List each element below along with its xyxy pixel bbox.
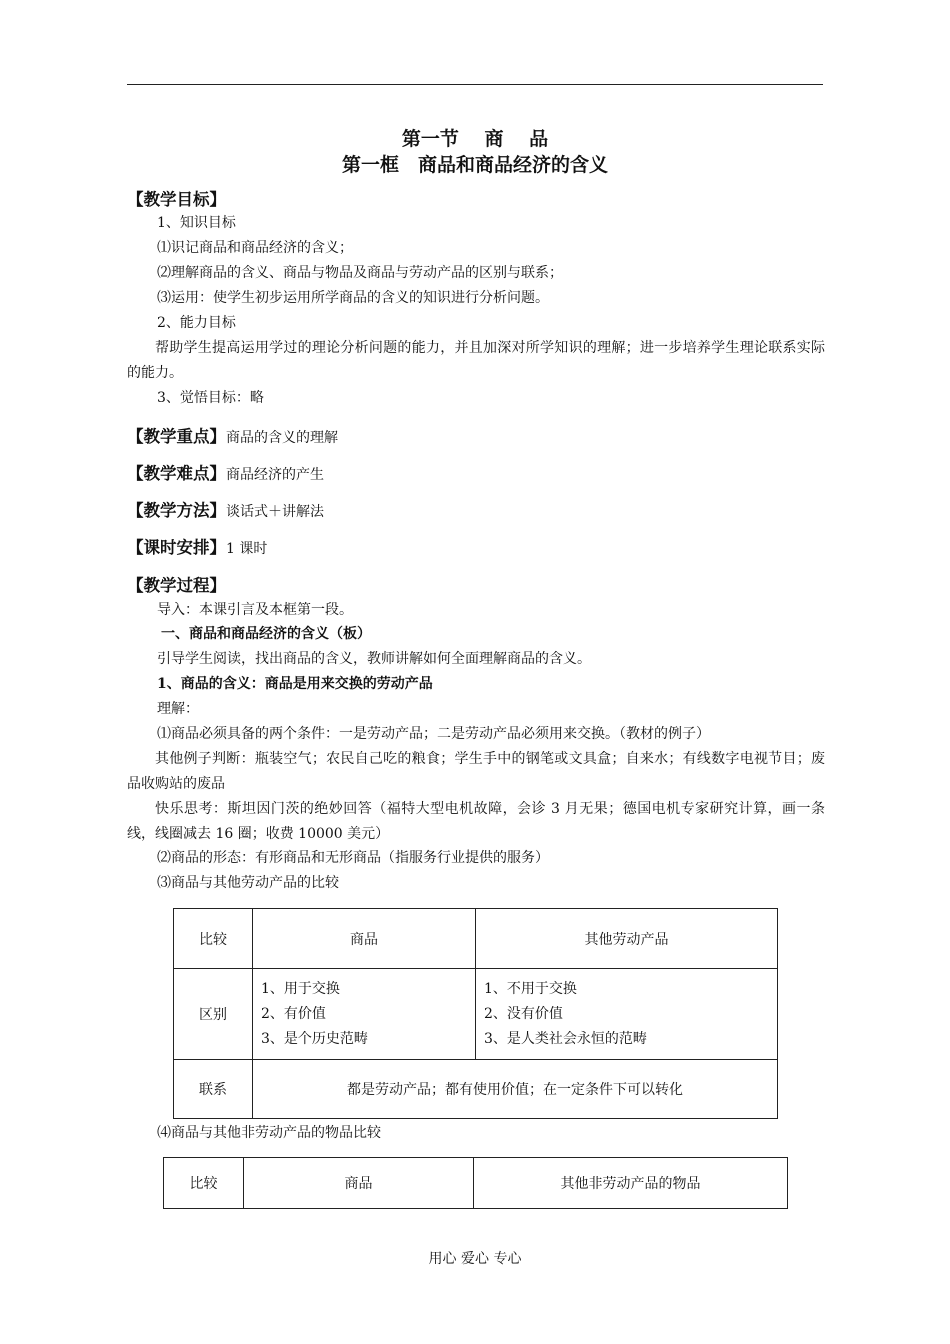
link-cell: 都是劳动产品；都有使用价值；在一定条件下可以转化: [253, 1060, 778, 1119]
table-header-cell: 比较: [164, 1158, 244, 1209]
objectives-heading: 【教学目标】: [127, 190, 226, 209]
knowledge-label: 1、知识目标: [157, 215, 236, 231]
examples-paragraph: 其他例子判断：瓶装空气；农民自己吃的粮食；学生手中的钢笔或文具盒；自来水；有线数字电视节目；废品收购站的废品: [127, 751, 825, 792]
table-row: [174, 1060, 778, 1119]
table-header-cell: 其他非劳动产品的物品: [474, 1158, 788, 1209]
difficulty-heading: 【教学难点】: [127, 464, 226, 483]
page-title: 第一节 商 品: [401, 128, 549, 150]
process-heading: 【教学过程】: [127, 576, 226, 595]
key-point-heading: 【教学重点】: [127, 427, 226, 446]
method-text: 谈话式＋讲解法: [226, 504, 324, 520]
method-heading: 【教学方法】: [127, 501, 226, 520]
list-item: 3、是人类社会永恒的范畴: [484, 1030, 647, 1047]
difficulty-row: [127, 461, 827, 488]
process-intro: 导入：本课引言及本框第一段。: [157, 602, 353, 618]
table-header-cell: 商品: [244, 1158, 474, 1209]
knowledge-item: ⑵理解商品的含义、商品与物品及商品与劳动产品的区别与联系；: [157, 265, 563, 281]
list-item: 2、没有价值: [484, 1005, 563, 1022]
section-heading: 一、商品和商品经济的含义（板）: [161, 626, 371, 642]
goods-difference-cell: [253, 969, 476, 1060]
table-row-label: 联系: [174, 1060, 253, 1119]
ability-text: 帮助学生提高运用学过的理论分析问题的能力，并且加深对所学知识的理解；进一步培养学生理论联系实际的能力。: [127, 340, 825, 381]
comparison-table-1: [173, 908, 778, 1119]
awareness-label: 3、觉悟目标：略: [157, 390, 264, 406]
method-row: [127, 498, 827, 525]
form-line: ⑵商品的形态：有形商品和无形商品（指服务行业提供的服务）: [157, 850, 549, 866]
other-difference-cell: [476, 969, 778, 1060]
understand-label: 理解：: [157, 701, 199, 717]
list-item: 2、有价值: [261, 1005, 326, 1022]
think-paragraph: 快乐思考：斯坦因门茨的绝妙回答（福特大型电机故障，会诊 3 月无果；德国电机专家研究计算，画一条线，线圈减去 16 圈；收费 10000 美元）: [127, 801, 825, 842]
list-item: 1、不用于交换: [484, 980, 577, 997]
difficulty-text: 商品经济的产生: [226, 467, 324, 483]
table-header-cell: 商品: [253, 909, 476, 969]
header-rule: [127, 84, 823, 85]
process-guide: 引导学生阅读，找出商品的含义，教师讲解如何全面理解商品的含义。: [157, 651, 591, 667]
schedule-heading: 【课时安排】: [127, 538, 226, 557]
table-row: [174, 909, 778, 969]
table-row: [174, 969, 778, 1060]
list-item: 3、是个历史范畴: [261, 1030, 368, 1047]
definition-line: 1、商品的含义：商品是用来交换的劳动产品: [157, 676, 433, 692]
page-subtitle: 第一框 商品和商品经济的含义: [341, 154, 608, 176]
knowledge-item: ⑴识记商品和商品经济的含义；: [157, 240, 353, 256]
table-header-cell: 其他劳动产品: [476, 909, 778, 969]
key-point-text: 商品的含义的理解: [226, 430, 338, 446]
schedule-row: [127, 535, 827, 562]
ability-label: 2、能力目标: [157, 315, 236, 331]
key-point-row: [127, 424, 827, 451]
schedule-text: 1 课时: [226, 541, 268, 557]
condition-line: ⑴商品必须具备的两个条件：一是劳动产品；二是劳动产品必须用来交换。（教材的例子）: [157, 726, 710, 742]
list-item: 1、用于交换: [261, 980, 340, 997]
table-row-label: 区别: [174, 969, 253, 1060]
comparison-table-2: [163, 1157, 788, 1209]
knowledge-item: ⑶运用：使学生初步运用所学商品的含义的知识进行分析问题。: [157, 290, 549, 306]
compare2-label: ⑷商品与其他非劳动产品的物品比较: [157, 1125, 381, 1141]
compare1-label: ⑶商品与其他劳动产品的比较: [157, 875, 339, 891]
table-row: [164, 1158, 788, 1209]
page-footer: 用心 爱心 专心: [428, 1251, 522, 1267]
table-header-cell: 比较: [174, 909, 253, 969]
